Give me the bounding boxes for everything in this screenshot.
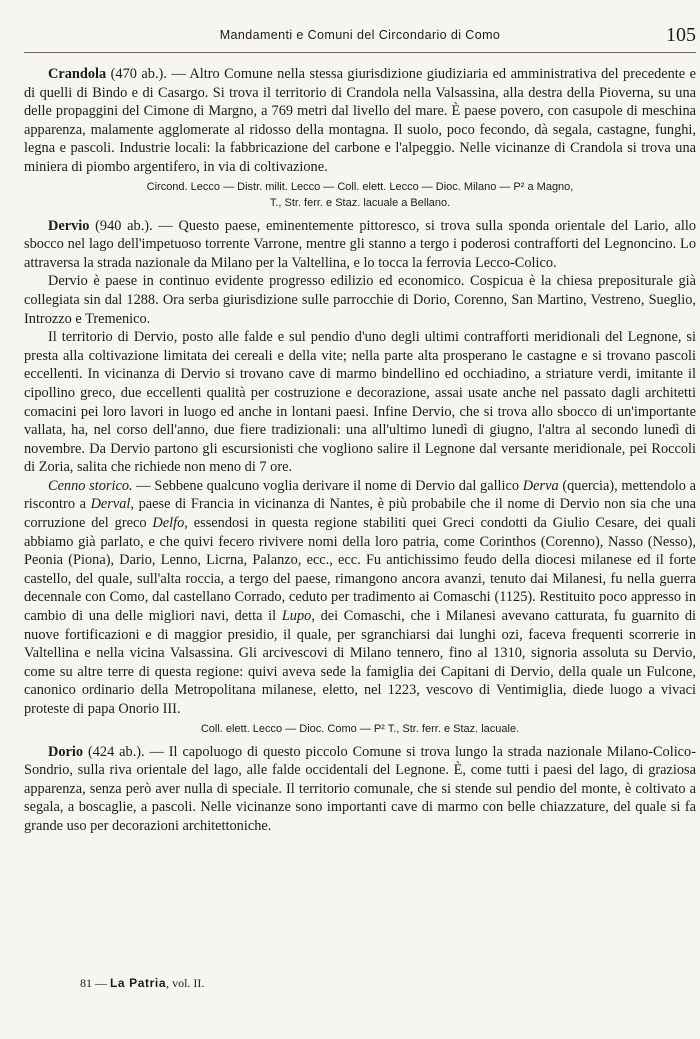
running-head [24, 26, 696, 53]
work-title: La Patria [110, 976, 167, 990]
entry-dervio [24, 217, 696, 737]
page [24, 26, 696, 836]
entry-title: Dervio [48, 217, 90, 234]
signature-mark: 81 — [80, 976, 110, 990]
reference-line: Coll. elett. Lecco — Dioc. Como — P² T., Str. ferr. e Staz. lacuale. [200, 722, 520, 735]
page-footer [80, 976, 204, 991]
running-title: Mandamenti e Comuni del Circondario di Como [219, 28, 501, 42]
entry-population: (940 ab.). — [89, 217, 179, 234]
entry-paragraph: Dervio è paese in continuo evidente progresso edilizio ed economico. Cospicua è la chiesa prepositurale già collegiata sin dal 1288. Ora serba giurisdizione sulle parrocchie di Dorio, Corenno, San Martino, Vestreno, Sueglio, Introzzo e Tremenico. [24, 273, 696, 327]
entry-reference [24, 179, 696, 211]
entry-text: Il capoluogo di questo piccolo Comune si trova lungo la strada nazionale Milano-Colico-Sondrio, sulla riva orientale del lago, alle falde occidentali del Legnone. È, come tutti i paesi del lago, di graziosa apparenza, senza però aver nulla di speciale. Il territorio comunale, che si stende sul pendio del monte, è coltivato a segala, a boscaglie, a pascoli. Nelle vicinanze sono importanti cave di marmo con belle chiazzature, del quale si fa grande uso per decorazioni architettoniche. [24, 743, 696, 834]
entry-paragraph [24, 217, 696, 273]
italic-word: Derval [90, 496, 131, 513]
entry-paragraph [24, 743, 696, 836]
entry-paragraph [24, 65, 696, 177]
italic-word: Lupo [281, 608, 312, 625]
entry-dorio [24, 743, 696, 836]
page-number: 105 [666, 24, 696, 46]
entry-population: (470 ab.). — [106, 66, 190, 82]
italic-word: Delfo [152, 515, 185, 532]
entry-paragraph: Il territorio di Dervio, posto alle falde e sul pendio d'uno degli ultimi contrafforti meridionali del Legnone, si presta alla coltivazione limitata dei cereali e della vite; nella parte alta prosperano le castagne e si trovano pascoli eccellenti. In vicinanza di Dervio si trovano cave di marmo bindellino ed occhiadino, a striature verdi, imitante il cipollino greco, due eccellenti qualità per costruzione e decorazione, assai usate anche nel passato dagli architetti comacini pei loro lavori in luogo ed anche in lontani paesi. Infine Dervio, che si trova allo sbocco di un'importante vallata, ha, nel corso dell'anno, due fiere tradizionali: una all'ultimo lunedì di giugno, l'altra al secondo lunedì di novembre. Da Dervio partono gli escursionisti che vogliono salire il Legnone dal versante meridionale, pei Roccoli di Zoria, salita che richiede non meno di 7 ore. [24, 329, 696, 476]
history-label: Cenno storico. [48, 477, 133, 494]
entry-title: Crandola [48, 66, 107, 82]
history-text: , dei Comaschi, che i Milanesi avevano catturata, fu guarnito di nuove fortificazioni e di maggior presidio, il quale, per sgranchiarsi dai lunghi ozi, faceva frequenti scorrerie in Valtellina e nella vicina Valsassina. Gli arcivescovi di Milano tennero, fino al 1310, signoria assoluta su Dervio, come su altre terre di questa regione: quivi aveva sede la famiglia dei Capitani di Dervio, della quale un Fulcone, canonico ordinario della Metropolitana milanese, eletto, nel 1223, vescovo di Ventimiglia, diede luogo a vivaci proteste di papa Onorio III. [24, 608, 696, 717]
entry-crandola [24, 65, 696, 211]
history-text: (quercia), mettendolo a riscontro a [24, 477, 696, 513]
entry-text: Questo paese, eminentemente pittoresco, si trova sulla sponda orientale del Lario, allo sbocco nel lago dell'impetuoso torrente Varrone, mentre gli stanno a tergo i poderosi contrafforti del Legnoncino. Lo attraversa la strada nazionale da Milano per la Valtellina, e lo tocca la ferrovia Lecco-Colico. [24, 217, 696, 271]
entry-text: Altro Comune nella stessa giurisdizione giudiziaria ed amministrativa del precedente e di quelli di Bindo e di Casargo. Si trova il territorio di Crandola nella Valsassina, alla destra della Pioverna, su una delle propaggini del Cimone di Margno, a 769 metri dal livello del mare. È paese povero, con casupole di meschina apparenza, malamente agglomerate al ridosso della montagna. Il suolo, poco fecondo, dà segala, castagne, funghi, legna e pascoli. Industrie locali: la fabbricazione del carbone e l'alpeggio. Nelle vicinanze di Crandola si trova una miniera di piombo argentifero, in via di coltivazione. [24, 66, 696, 175]
history-text: , essendosi in questa regione stabiliti quei Greci condotti da Giulio Cesare, dei quali abbiamo già parlato, e che quivi fecero rivivere nomi della loro patria, come Corinthos (Corenno), Nasso (Nesso), Peonia (Piona), Dario, Lenno, Licrna, Palanzo, ecc., ecc. Fu antichissimo feudo della diocesi milanese ed il forte castello, del quale, sull'alta roccia, a tergo del paese, rimangono ancora avanzi, tenuto dai Milanesi, fu nella guerra decennale con Como, dal castellano Corrado, ceduto per tradimento ai Comaschi (1125). Restituito poco appresso in cambio di una delle migliori navi, detta il [24, 515, 696, 625]
entry-population: (424 ab.). — [83, 743, 169, 760]
history-text: , paese di Francia in vicinanza di Nantes, è più probabile che il nome di Dervio non sia che una corruzione del greco [24, 496, 696, 532]
volume-label: , vol. II. [166, 976, 205, 990]
italic-word: Derva [522, 477, 559, 494]
entry-title: Dorio [48, 743, 84, 760]
reference-line: Circond. Lecco — Distr. milit. Lecco — Coll. elett. Lecco — Dioc. Milano — P² a Magno, [146, 180, 574, 193]
reference-line: T., Str. ferr. e Staz. lacuale a Bellano. [269, 196, 451, 209]
history-text: — Sebbene qualcuno voglia derivare il nome di Dervio dal gallico [132, 477, 523, 494]
history-paragraph [24, 477, 696, 719]
entry-reference [24, 721, 696, 737]
